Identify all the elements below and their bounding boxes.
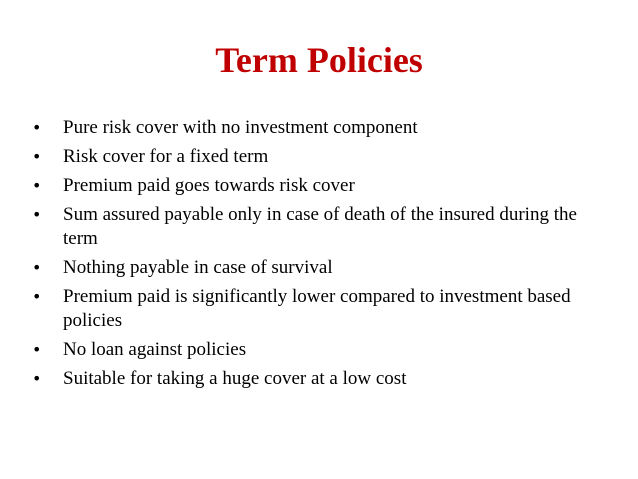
list-item bbox=[32, 256, 602, 280]
list-item-text: Premium paid goes towards risk cover bbox=[63, 175, 355, 196]
list-item bbox=[32, 338, 602, 362]
list-item bbox=[32, 203, 602, 251]
list-item bbox=[32, 174, 602, 198]
bullet-icon: • bbox=[32, 118, 42, 137]
list-item bbox=[32, 367, 602, 391]
bullet-icon: • bbox=[32, 205, 42, 224]
list-item bbox=[32, 116, 602, 140]
bullet-icon: • bbox=[32, 176, 42, 195]
list-item-text: Sum assured payable only in case of death of the insured during the term bbox=[63, 204, 577, 249]
list-item-text: Nothing payable in case of survival bbox=[63, 257, 333, 278]
list-item-text: Pure risk cover with no investment component bbox=[63, 117, 418, 138]
bullet-icon: • bbox=[32, 258, 42, 277]
list-item-text: Premium paid is significantly lower compared to investment based policies bbox=[63, 286, 571, 331]
list-item-text: Risk cover for a fixed term bbox=[63, 146, 269, 167]
bullet-icon: • bbox=[32, 340, 42, 359]
bullet-icon: • bbox=[32, 147, 42, 166]
slide-title: Term Policies bbox=[215, 40, 423, 80]
list-item bbox=[32, 285, 602, 333]
bullet-icon: • bbox=[32, 369, 42, 388]
bullet-icon: • bbox=[32, 287, 42, 306]
list-item-text: Suitable for taking a huge cover at a low cost bbox=[63, 368, 407, 389]
bullet-list bbox=[32, 116, 602, 396]
list-item-text: No loan against policies bbox=[63, 339, 247, 360]
list-item bbox=[32, 145, 602, 169]
